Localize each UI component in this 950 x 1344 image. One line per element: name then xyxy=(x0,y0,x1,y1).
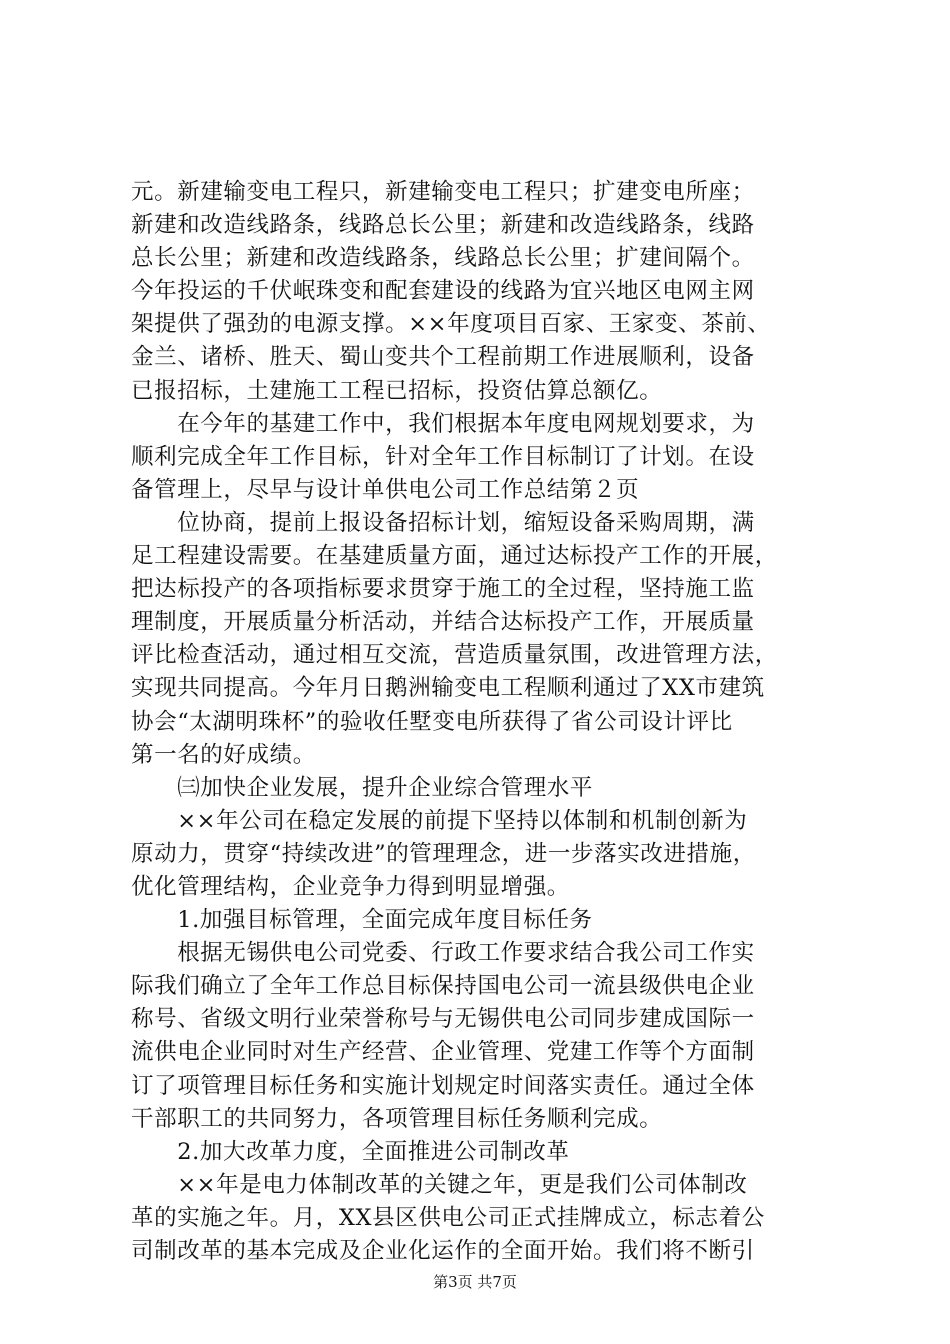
text-line: ××年是电力体制改革的关键之年，更是我们公司体制改 xyxy=(131,1171,748,1198)
text-line: 际我们确立了全年工作总目标保持国电公司一流县级供电企业 xyxy=(131,973,755,1000)
text-line: 理制度，开展质量分析活动，并结合达标投产工作，开展质量 xyxy=(131,609,755,636)
text-line: 根据无锡供电公司党委、行政工作要求结合我公司工作实 xyxy=(131,940,755,967)
text-line: 元。新建输变电工程只，新建输变电工程只；扩建变电所座； xyxy=(131,179,755,205)
text-line: 顺利完成全年工作目标，针对全年工作目标制订了计划。在设 xyxy=(131,443,755,470)
text-line: 备管理上，尽早与设计单供电公司工作总结第２页 xyxy=(131,476,640,503)
text-line: 在今年的基建工作中，我们根据本年度电网规划要求，为 xyxy=(131,410,755,437)
section-heading: ㈢加快企业发展，提升企业综合管理水平 xyxy=(131,774,594,801)
text-line: 架提供了强劲的电源支撑。××年度项目百家、王家变、茶前、 xyxy=(131,311,771,338)
text-line: 原动力，贯穿“持续改进”的管理理念，进一步落实改进措施， xyxy=(131,840,756,867)
text-line: 革的实施之年。月，XX县区供电公司正式挂牌成立，标志着公 xyxy=(131,1204,765,1231)
text-line: 金兰、诸桥、胜天、蜀山变共个工程前期工作进展顺利，设备 xyxy=(131,344,755,371)
text-line: 位协商，提前上报设备招标计划，缩短设备采购周期，满 xyxy=(131,509,755,536)
text-line: 干部职工的共同努力，各项管理目标任务顺利完成。 xyxy=(131,1105,663,1132)
text-line: 优化管理结构，企业竞争力得到明显增强。 xyxy=(131,873,570,900)
text-line: 第一名的好成绩。 xyxy=(131,741,316,768)
text-line: 流供电企业同时对生产经营、企业管理、党建工作等个方面制 xyxy=(131,1039,755,1066)
document-body xyxy=(131,176,835,1268)
subsection-heading: 1.加强目标管理，全面完成年度目标任务 xyxy=(131,907,593,934)
text-line: 协会“太湖明珠杯”的验收任墅变电所获得了省公司设计评比 xyxy=(131,708,733,735)
text-line: 足工程建设需要。在基建质量方面，通过达标投产工作的开展， xyxy=(131,543,778,570)
text-line: 总长公里；新建和改造线路条，线路总长公里；扩建间隔个。 xyxy=(131,245,755,272)
text-line: 把达标投产的各项指标要求贯穿于施工的全过程，坚持施工监 xyxy=(131,576,755,603)
text-line: 评比检查活动，通过相互交流，营造质量氛围，改进管理方法， xyxy=(131,642,778,669)
text-line: 订了项管理目标任务和实施计划规定时间落实责任。通过全体 xyxy=(131,1072,755,1099)
text-line: 今年投运的千伏岷珠变和配套建设的线路为宜兴地区电网主网 xyxy=(131,278,755,305)
text-line: 实现共同提高。今年月日鹅洲输变电工程顺利通过了XX市建筑 xyxy=(131,675,765,702)
subsection-heading: 2.加大改革力度，全面推进公司制改革 xyxy=(131,1138,570,1165)
text-line: 司制改革的基本完成及企业化运作的全面开始。我们将不断引 xyxy=(131,1238,755,1264)
page-footer: 第3页 共7页 xyxy=(433,1273,517,1291)
text-line: 称号、省级文明行业荣誉称号与无锡供电公司同步建成国际一 xyxy=(131,1006,755,1033)
text-line: 已报招标，土建施工工程已招标，投资估算总额亿。 xyxy=(131,377,663,404)
text-line: ××年公司在稳定发展的前提下坚持以体制和机制创新为 xyxy=(131,807,748,834)
text-line: 新建和改造线路条，线路总长公里；新建和改造线路条，线路 xyxy=(131,212,755,239)
